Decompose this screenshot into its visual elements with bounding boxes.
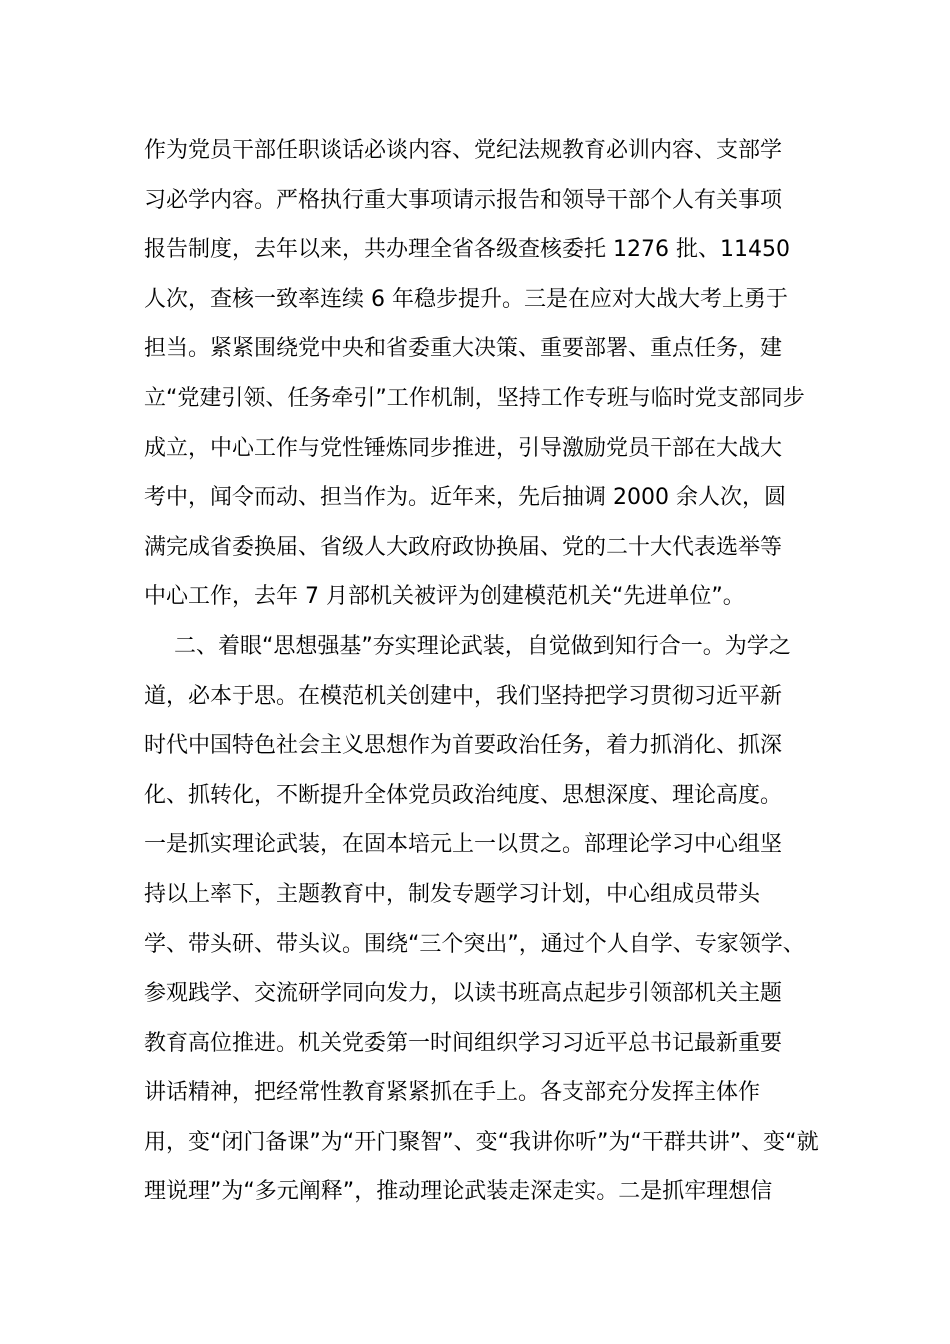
text-line: 时代中国特色社会主义思想作为首要政治任务，着力抓消化、抓深: [144, 733, 783, 759]
text-line: 化、抓转化，不断提升全体党员政治纯度、思想深度、理论高度。: [144, 782, 783, 808]
text-line: 习必学内容。严格执行重大事项请示报告和领导干部个人有关事项: [144, 187, 783, 213]
text-line: 参观践学、交流研学同向发力，以读书班高点起步引领部机关主题: [144, 981, 783, 1007]
text-line: 人次，查核一致率连续 6 年稳步提升。三是在应对大战大考上勇于: [144, 286, 788, 312]
text-line: 作为党员干部任职谈话必谈内容、党纪法规教育必训内容、支部学: [144, 138, 783, 163]
text-line: 满完成省委换届、省级人大政府政协换届、党的二十大代表选举等: [144, 534, 783, 560]
text-line: 理说理”为“多元阐释”，推动理论武装走深走实。二是抓牢理想信: [144, 1179, 773, 1205]
text-line: 立“党建引领、任务牵引”工作机制，坚持工作专班与临时党支部同步: [144, 385, 805, 411]
text-line: 持以上率下，主题教育中，制发专题学习计划，中心组成员带头: [144, 881, 761, 907]
text-line: 用，变“闭门备课”为“开门聚智”、变“我讲你听”为“干群共讲”、变“就: [144, 1129, 819, 1155]
text-line: 担当。紧紧围绕党中央和省委重大决策、重要部署、重点任务，建: [144, 336, 783, 362]
text-line: 道，必本于思。在模范机关创建中，我们坚持把学习贯彻习近平新: [144, 683, 783, 709]
text-line: 成立，中心工作与党性锤炼同步推进，引导激励党员干部在大战大: [144, 435, 783, 461]
text-line: 一是抓实理论武装，在固本培元上一以贯之。部理论学习中心组坚: [144, 832, 783, 858]
paragraph-start-line: 二、着眼“思想强基”夯实理论武装，自觉做到知行合一。为学之: [174, 633, 791, 659]
text-line: 讲话精神，把经常性教育紧紧抓在手上。各支部充分发挥主体作: [144, 1080, 761, 1106]
text-line: 报告制度，去年以来，共办理全省各级查核委托 1276 批、11450: [144, 237, 790, 263]
text-line: 考中，闻令而动、担当作为。近年来，先后抽调 2000 余人次，圆: [144, 485, 786, 511]
text-line: 中心工作，去年 7 月部机关被评为创建模范机关“先进单位”。: [144, 584, 745, 610]
text-line: 学、带头研、带头议。围绕“三个突出”，通过个人自学、专家领学、: [144, 931, 805, 957]
body-text: [144, 126, 819, 1217]
text-line: 教育高位推进。机关党委第一时间组织学习习近平总书记最新重要: [144, 1030, 783, 1056]
